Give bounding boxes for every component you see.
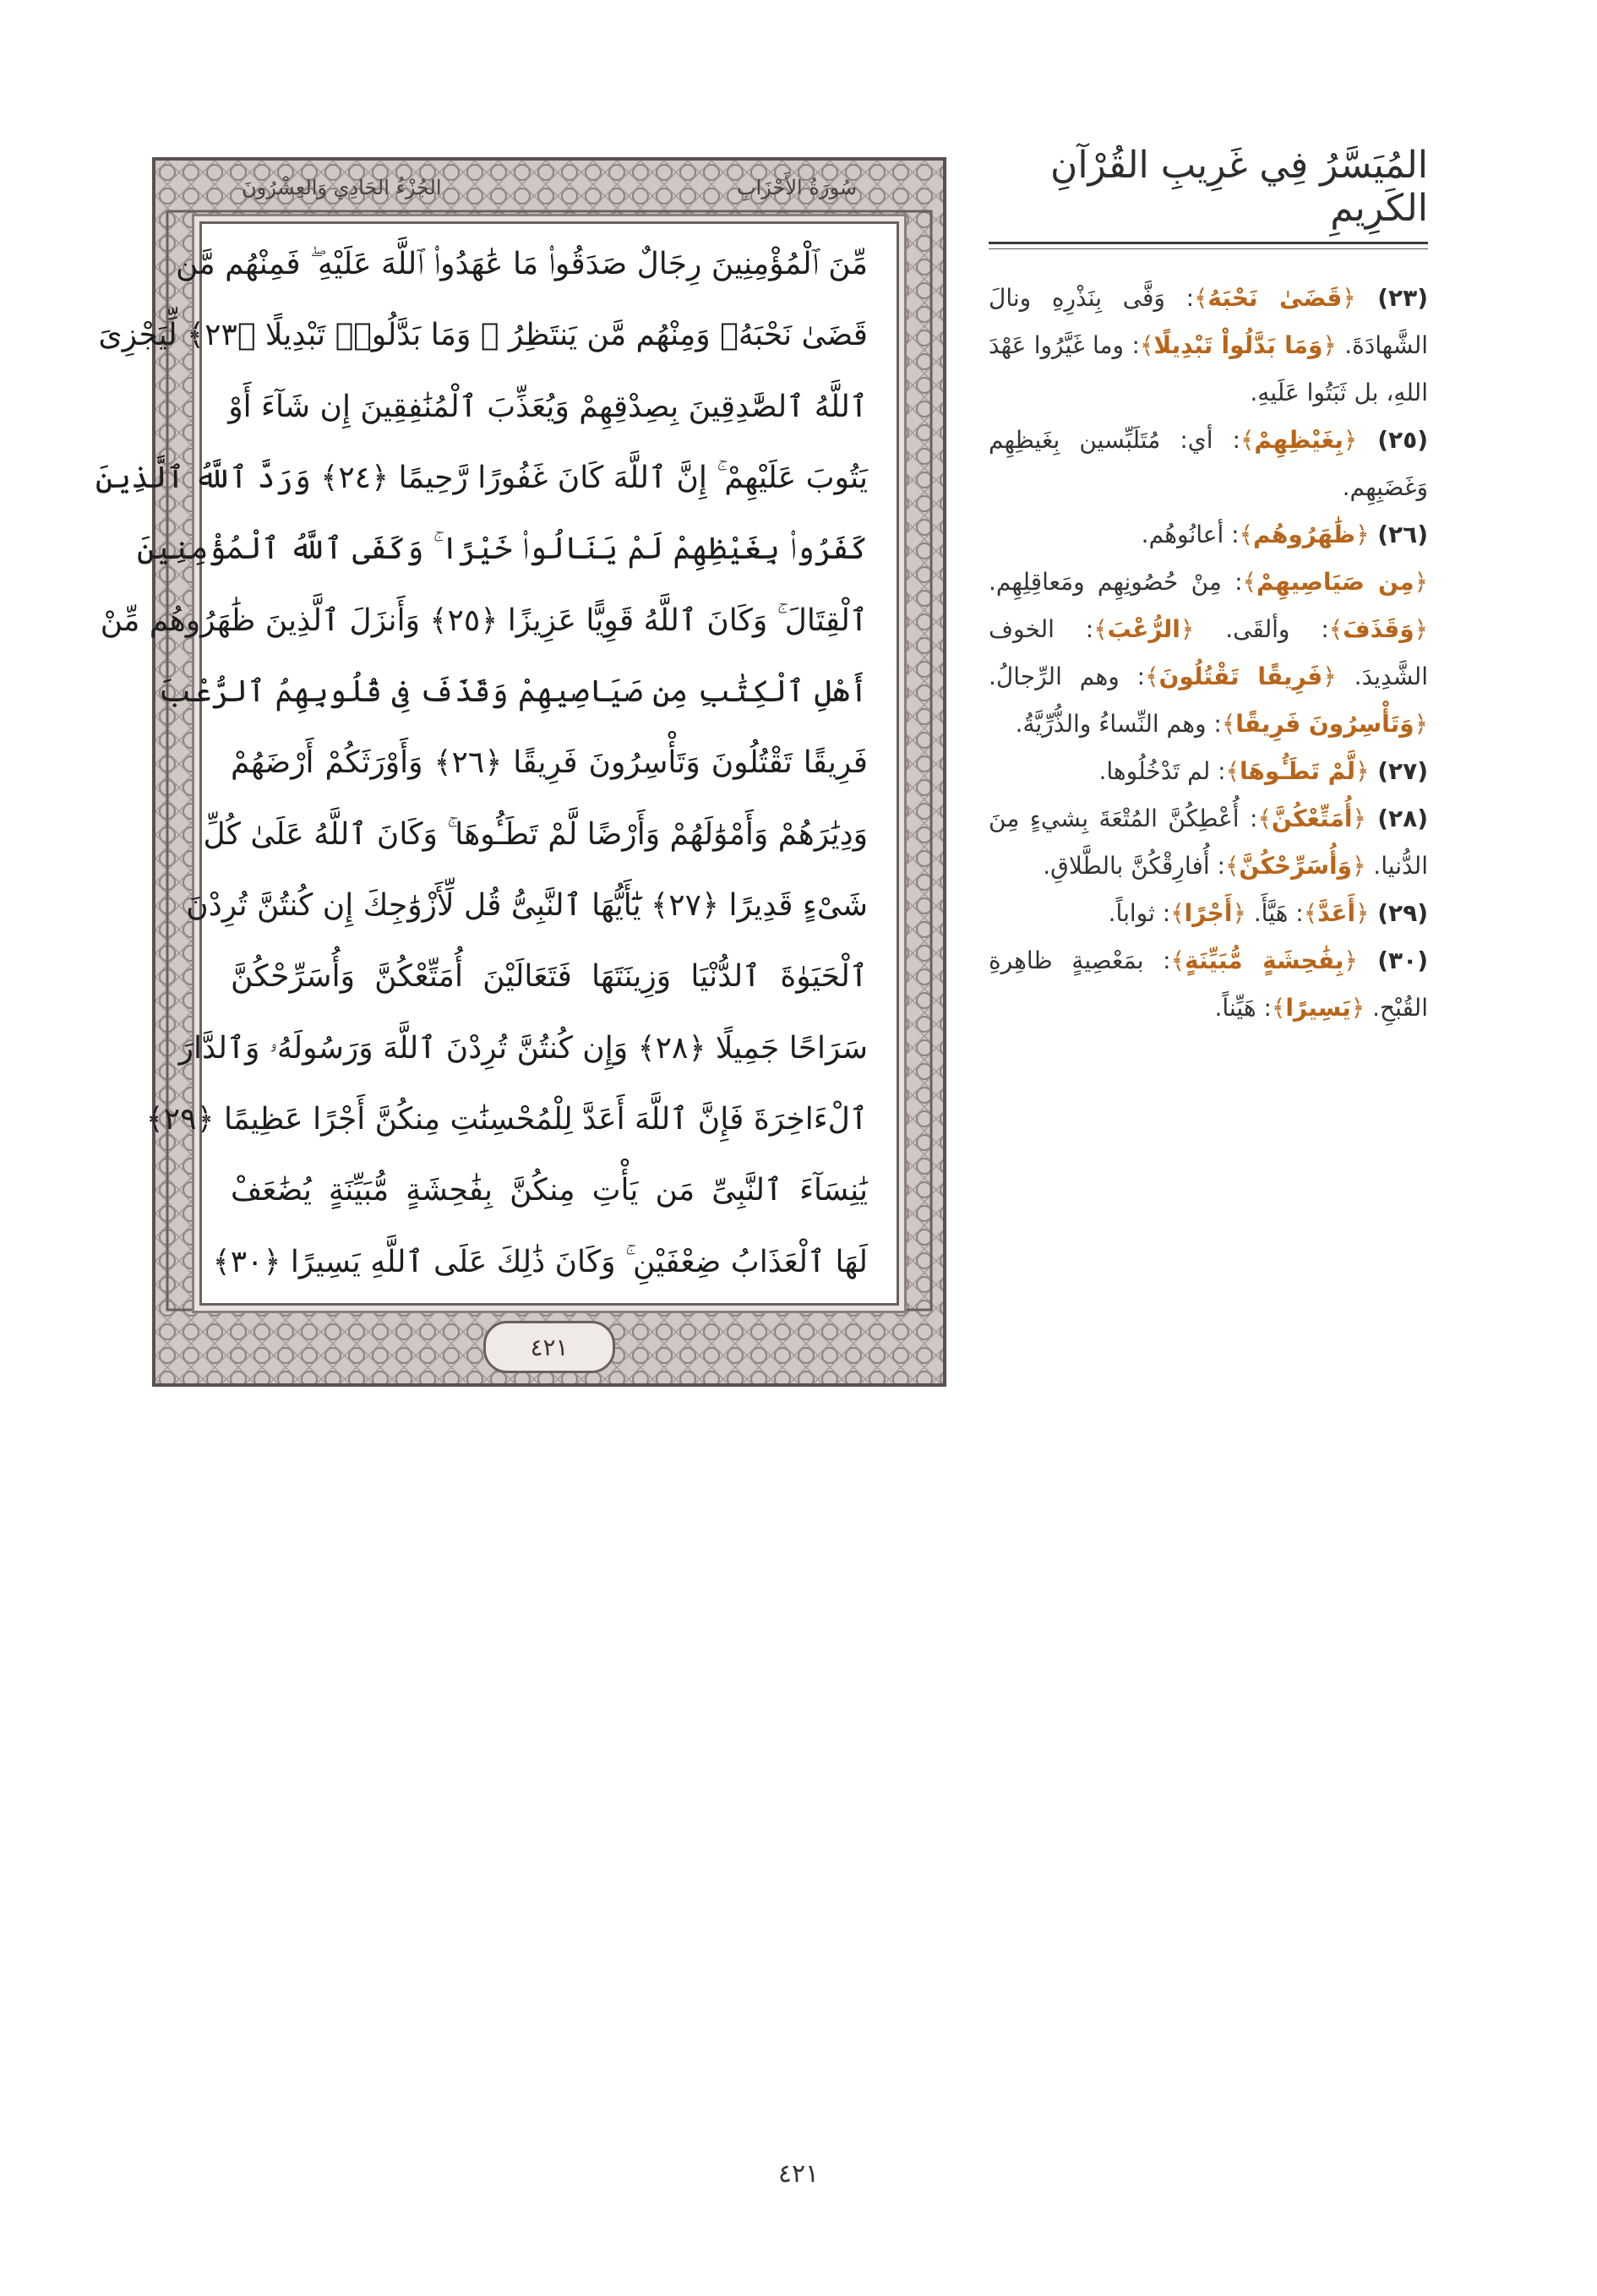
title-rule bbox=[989, 242, 1428, 244]
verse-number: (٢٦) bbox=[1369, 521, 1428, 548]
keyword: أَعَدَّ bbox=[1317, 899, 1356, 927]
verse-line: أَهْلِ ٱلْكِتَٰبِ مِن صَيَاصِيهِمْ وَقَذَفَ فِى قُلُوبِهِمُ ٱلرُّعْبَ bbox=[158, 674, 868, 710]
verse-line: مِّنَ ٱلْمُؤْمِنِينَ رِجَالٌ صَدَقُوا۟ مَا عَٰهَدُوا۟ ٱللَّهَ عَلَيْهِ ۖ فَمِنْهُم مَّن bbox=[176, 247, 868, 281]
ornate-bracket: ﴿ bbox=[1355, 521, 1370, 548]
quran-page-number-badge: ٤٢١ bbox=[483, 1321, 615, 1373]
keyword: بِفَٰحِشَةٍ مُّبَيِّنَةٍ bbox=[1184, 946, 1344, 974]
keyword: يَسِيرًا bbox=[1285, 994, 1351, 1022]
verse-panel bbox=[95, 221, 899, 1306]
ornate-bracket: ﴿ bbox=[1343, 426, 1358, 454]
commentary-entry bbox=[989, 275, 1428, 417]
ornate-bracket: ﴿ bbox=[1342, 284, 1356, 312]
ornate-bracket: ﴿ bbox=[1344, 946, 1358, 974]
verse-number: (٢٧) bbox=[1369, 757, 1428, 785]
keyword: أَجْرًا bbox=[1184, 899, 1233, 927]
explanation-text: : وما غَيَّرُوا عَهْدَ اللهِ، بل ثَبَتُوا عَلَيهِ. bbox=[989, 331, 1428, 406]
explanation-text: : هَيَّأَ. bbox=[1245, 899, 1304, 927]
ornate-bracket: ﴾ bbox=[1328, 615, 1344, 643]
verse-line: وَدِيَٰرَهُمْ وَأَمْوَٰلَهُمْ وَأَرْضًا لَّمْ تَطَـُٔوهَا ۚ وَكَانَ ٱللَّهُ عَلَىٰ كُلِّ bbox=[203, 816, 868, 852]
ornate-bracket: ﴿ bbox=[1355, 757, 1370, 785]
verse-lines bbox=[95, 237, 868, 1290]
keyword: وَمَا بَدَّلُواْ تَبْدِيلًا bbox=[1153, 331, 1323, 359]
ornate-bracket: ﴾ bbox=[1242, 568, 1256, 596]
verse-line: شَىْءٍ قَدِيرًا ﴿٢٧﴾ يَٰٓأَيُّهَا ٱلنَّبِىُّ قُل لِّأَزْوَٰجِكَ إِن كُنتُنَّ تُرِدْنَ bbox=[186, 888, 868, 924]
explanation-text: : وهم النِّساءُ والذُّرِّيَّةُ. bbox=[1015, 710, 1222, 738]
verse-number: (٣٠) bbox=[1357, 946, 1428, 974]
verse-number: (٢٩) bbox=[1369, 899, 1428, 927]
keyword: وَتَأْسِرُونَ فَرِيقًا bbox=[1235, 710, 1414, 738]
verse-number: (٢٥) bbox=[1357, 426, 1428, 454]
ornate-bracket: ﴿ bbox=[1180, 615, 1195, 643]
ornate-bracket: ﴾ bbox=[1194, 284, 1208, 312]
explanation-text: : مِنْ حُصُونِهِم ومَعاقِلِهِم. bbox=[989, 568, 1243, 596]
keyword: ظَٰهَرُوهُم bbox=[1253, 521, 1356, 548]
ornate-bracket: ﴾ bbox=[1170, 946, 1185, 974]
title-rule-thin bbox=[989, 248, 1428, 249]
ornate-bracket: ﴾ bbox=[1139, 331, 1154, 359]
verse-line: لَهَا ٱلْعَذَابُ ضِعْفَيْنِ ۚ وَكَانَ ذَٰلِكَ عَلَى ٱللَّهِ يَسِيرًا ﴿٣٠﴾ bbox=[212, 1244, 868, 1279]
explanation-text: : هَيِّناً. bbox=[1214, 994, 1272, 1022]
commentary-entry bbox=[989, 937, 1428, 1032]
book-title: المُيَسَّرُ فِي غَرِيبِ القُرْآنِ الكَرِيمِ bbox=[1050, 144, 1428, 230]
verse-line: يَٰنِسَآءَ ٱلنَّبِىِّ مَن يَأْتِ مِنكُنَّ بِفَٰحِشَةٍ مُّبَيِّنَةٍ يُضَٰعَفْ bbox=[231, 1173, 868, 1208]
juz-label: الجُزْءُ الحَادِي وَالعِشْرُونَ bbox=[242, 176, 442, 199]
ornate-bracket: ﴾ bbox=[1093, 615, 1108, 643]
ornate-bracket: ﴿ bbox=[1414, 710, 1428, 738]
commentary-entry bbox=[989, 748, 1428, 795]
ornate-bracket: ﴾ bbox=[1225, 757, 1240, 785]
verse-line: سَرَاحًا جَمِيلًا ﴿٢٨﴾ وَإِن كُنتُنَّ تُرِدْنَ ٱللَّهَ وَرَسُولَهُۥ وَٱلدَّارَ bbox=[178, 1030, 868, 1066]
quran-header bbox=[174, 169, 924, 206]
commentary-entry bbox=[989, 559, 1428, 748]
ornate-bracket: ﴿ bbox=[1322, 331, 1337, 359]
ornate-bracket: ﴾ bbox=[1145, 663, 1159, 690]
ornate-bracket: ﴾ bbox=[1239, 521, 1253, 548]
explanation-text: : وهم الرِّجالُ. bbox=[989, 663, 1146, 690]
explanation-text: : وألقَى. bbox=[1194, 615, 1329, 643]
ornate-bracket: ﴿ bbox=[1352, 804, 1366, 832]
ornate-bracket: ﴿ bbox=[1232, 899, 1246, 927]
keyword: الرُّعْبَ bbox=[1107, 615, 1180, 643]
keyword: قَضَىٰ نَحْبَهُ bbox=[1207, 284, 1343, 312]
explanation-text: : لم تَدْخُلُوها. bbox=[1098, 757, 1226, 785]
ornate-bracket: ﴿ bbox=[1322, 663, 1337, 690]
explanation-text: : أُعْطِكُنَّ المُتْعَةَ بِشيءٍ مِنَ الدُّنيا. bbox=[989, 804, 1428, 880]
ornate-bracket: ﴿ bbox=[1414, 568, 1428, 596]
ornate-bracket: ﴾ bbox=[1221, 710, 1236, 738]
verse-line: يَتُوبَ عَلَيْهِمْ ۚ إِنَّ ٱللَّهَ كَانَ غَفُورًا رَّحِيمًا ﴿٢٤﴾ وَرَدَّ ٱللَّهُ ٱلَّذِينَ bbox=[95, 461, 868, 496]
verse-line: ٱلْءَاخِرَةَ فَإِنَّ ٱللَّهَ أَعَدَّ لِلْمُحْسِنَٰتِ مِنكُنَّ أَجْرًا عَظِيمًا ﴿٢٩﴾ bbox=[145, 1102, 868, 1137]
explanation-text: : الخوف الشَّدِيدَ. bbox=[989, 615, 1428, 690]
verse-number: (٢٣) bbox=[1355, 284, 1429, 312]
ornate-bracket: ﴿ bbox=[1352, 852, 1366, 880]
keyword: وَأُسَرِّحْكُنَّ bbox=[1239, 852, 1352, 880]
explanation-text: : أعانُوهُم. bbox=[1141, 521, 1240, 548]
commentary-entries bbox=[989, 275, 1428, 1032]
verse-line: ٱلْقِتَالَ ۚ وَكَانَ ٱللَّهُ قَوِيًّا عَزِيزًا ﴿٢٥﴾ وَأَنزَلَ ٱلَّذِينَ ظَٰهَرُوهُم مِّنْ bbox=[100, 603, 868, 638]
keyword: بِغَيْظِهِمْ bbox=[1254, 426, 1344, 454]
ornate-bracket: ﴾ bbox=[1240, 426, 1255, 454]
verse-line: فَرِيقًا تَقْتُلُونَ وَتَأْسِرُونَ فَرِيقًا ﴿٢٦﴾ وَأَوْرَثَكُمْ أَرْضَهُمْ bbox=[231, 745, 868, 781]
keyword: فَرِيقًا تَقْتُلُونَ bbox=[1158, 663, 1323, 690]
commentary-entry bbox=[989, 795, 1428, 890]
ornate-bracket: ﴾ bbox=[1224, 852, 1240, 880]
ornate-bracket: ﴿ bbox=[1350, 994, 1365, 1022]
keyword: مِن صَيَاصِيهِمْ bbox=[1256, 568, 1414, 596]
explanation-text: : ثواباً. bbox=[1108, 899, 1171, 927]
keyword: أُمَتِّعْكُنَّ bbox=[1271, 804, 1353, 832]
ornate-bracket: ﴾ bbox=[1303, 899, 1318, 927]
keyword: وَقَذَفَ bbox=[1343, 615, 1414, 643]
commentary-entry bbox=[989, 417, 1428, 511]
explanation-text: : أي: مُتَلَبِّسين بِغَيظِهِم وَغَضَبِهِم. bbox=[989, 426, 1428, 501]
ornate-bracket: ﴾ bbox=[1257, 804, 1272, 832]
keyword: لَّمْ تَطَـُٔوهَا bbox=[1240, 757, 1356, 785]
ornate-bracket: ﴿ bbox=[1414, 615, 1428, 643]
explanation-text: : أُفارِقْكُنَّ بالطَّلاقِ. bbox=[1043, 852, 1225, 880]
explanation-text: : وَفَّى بِنَذْرِهِ ونالَ الشَّهادَةَ. bbox=[989, 284, 1429, 359]
quran-page-frame bbox=[95, 157, 946, 1387]
verse-line: كَفَرُوا۟ بِغَيْظِهِمْ لَمْ يَنَالُوا۟ خَيْرًا ۚ وَكَفَى ٱللَّهُ ٱلْمُؤْمِنِينَ bbox=[137, 532, 868, 567]
ornate-bracket: ﴿ bbox=[1355, 899, 1370, 927]
commentary-column bbox=[989, 144, 1428, 1032]
page-number: ٤٢١ bbox=[777, 2159, 820, 2189]
ornate-bracket: ﴾ bbox=[1271, 994, 1286, 1022]
commentary-entry bbox=[989, 890, 1428, 937]
verse-line: ٱلْحَيَوٰةَ ٱلدُّنْيَا وَزِينَتَهَا فَتَعَالَيْنَ أُمَتِّعْكُنَّ وَأُسَرِّحْكُنَّ bbox=[231, 959, 868, 995]
verse-line: ٱللَّهُ ٱلصَّٰدِقِينَ بِصِدْقِهِمْ وَيُعَذِّبَ ٱلْمُنَٰفِقِينَ إِن شَآءَ أَوْ bbox=[228, 389, 868, 424]
surah-label: سُورَةُ الأَحْزَابِ bbox=[737, 176, 857, 199]
commentary-entry bbox=[989, 511, 1428, 559]
explanation-text: : بمَعْصِيةٍ ظاهِرةِ القُبْحِ. bbox=[989, 946, 1428, 1022]
verse-number: (٢٨) bbox=[1365, 804, 1429, 832]
verse-line: قَضَىٰ نَحْبَهُۥ وَمِنْهُم مَّن يَنتَظِرُ ۖ وَمَا بَدَّلُوا۟ تَبْدِيلًا ﴿٢٣﴾ لِّيَجْزِىَ bbox=[98, 318, 868, 353]
ornate-bracket: ﴾ bbox=[1170, 899, 1185, 927]
